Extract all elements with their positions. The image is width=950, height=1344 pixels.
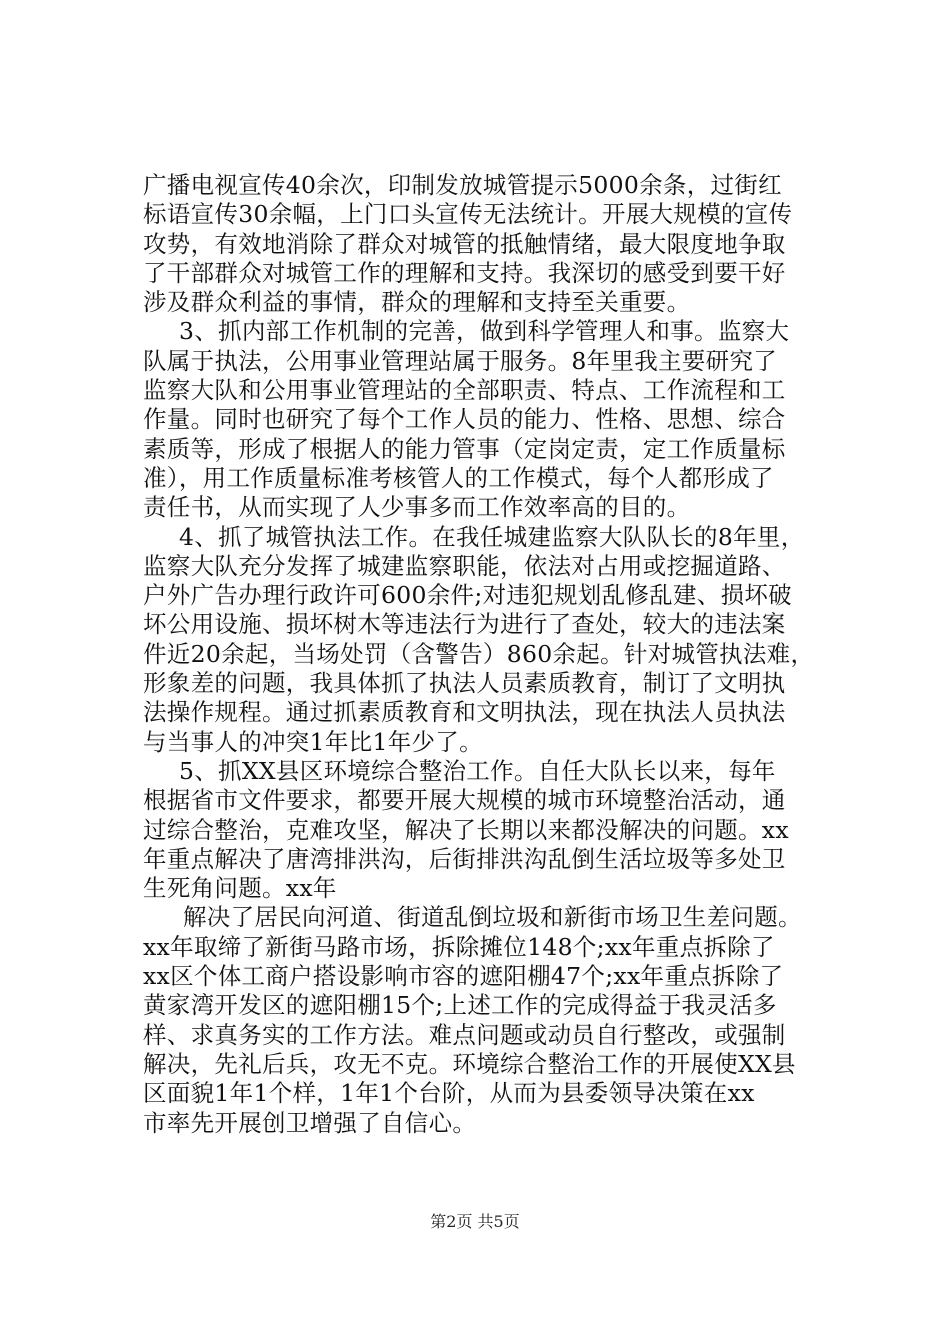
text-line: 与当事人的冲突1年比1年少了。 [143,727,483,756]
text-line: 3、抓内部工作机制的完善，做到科学管理人和事。监察大 [179,317,790,346]
text-line: 作量。同时也研究了每个工作人员的能力、性格、思想、综合 [143,405,786,434]
text-line: 涉及群众利益的事情，群众的理解和支持至关重要。 [143,288,691,317]
text-line: 责任书，从而实现了人少事多而工作效率高的目的。 [143,493,691,522]
text-line: 根据省市文件要求，都要开展大规模的城市环境整治活动，通 [143,786,786,815]
text-line: 件近20余起，当场处罚（含警告）860余起。针对城管执法难， [143,639,815,668]
text-line: 年重点解决了唐湾排洪沟，后街排洪沟乱倒生活垃圾等多处卫 [143,844,786,873]
text-line: 广播电视宣传40余次，印制发放城管提示5000余条，过街红 [143,171,782,199]
text-line: 生死角问题。xx年 [143,874,337,903]
text-line: 了干部群众对城管工作的理解和支持。我深切的感受到要干好 [143,258,786,287]
text-line: 4、抓了城管执法工作。在我任城建监察大队队长的8年里， [179,522,805,551]
text-line: 5、抓XX县区环境综合整治工作。自任大队长以来，每年 [179,756,776,785]
text-line: 监察大队充分发挥了城建监察职能，依法对占用或挖掘道路、 [143,551,786,580]
text-line: 标语宣传30余幅，上门口头宣传无法统计。开展大规模的宣传 [143,200,793,229]
text-line: 坏公用设施、损坏树木等违法行为进行了查处，较大的违法案 [143,610,786,639]
text-line: 素质等，形成了根据人的能力管事（定岗定责，定工作质量标 [143,434,786,463]
text-line: 解决，先礼后兵，攻无不克。环境综合整治工作的开展使XX县 [143,1049,796,1078]
text-line: xx年取缔了新街马路市场，拆除摊位148个;xx年重点拆除了 [143,932,775,961]
text-line: 过综合整治，克难攻坚，解决了长期以来都没解决的问题。xx [143,815,789,844]
text-line: 队属于执法，公用事业管理站属于服务。8年里我主要研究了 [143,346,778,375]
document-body [143,171,823,1138]
text-line: 准），用工作质量标准考核管人的工作模式，每个人都形成了 [143,463,774,492]
text-line: 法操作规程。通过抓素质教育和文明执法，现在执法人员执法 [143,698,786,727]
text-line: 监察大队和公用事业管理站的全部职责、特点、工作流程和工 [143,376,786,405]
text-line: 解决了居民向河道、街道乱倒垃圾和新街市场卫生差问题。 [183,903,802,932]
text-line: 样、求真务实的工作方法。难点问题或动员自行整改，或强制 [143,1020,786,1049]
page-footer: 第2页 共5页 [430,1212,520,1231]
text-line: 区面貌1年1个样，1年1个台阶，从而为县委领导决策在xx [143,1079,755,1108]
text-line: 市率先开展创卫增强了自信心。 [143,1108,477,1137]
text-line: 攻势，有效地消除了群众对城管的抵触情绪，最大限度地争取 [143,229,786,258]
text-line: xx区个体工商户搭设影响市容的遮阳棚47个;xx年重点拆除了 [143,962,784,991]
text-line: 形象差的问题，我具体抓了执法人员素质教育，制订了文明执 [143,669,786,698]
text-line: 户外广告办理行政许可600余件;对违犯规划乱修乱建、损坏破 [143,581,792,610]
text-line: 黄家湾开发区的遮阳棚15个;上述工作的完成得益于我灵活多 [143,991,777,1020]
